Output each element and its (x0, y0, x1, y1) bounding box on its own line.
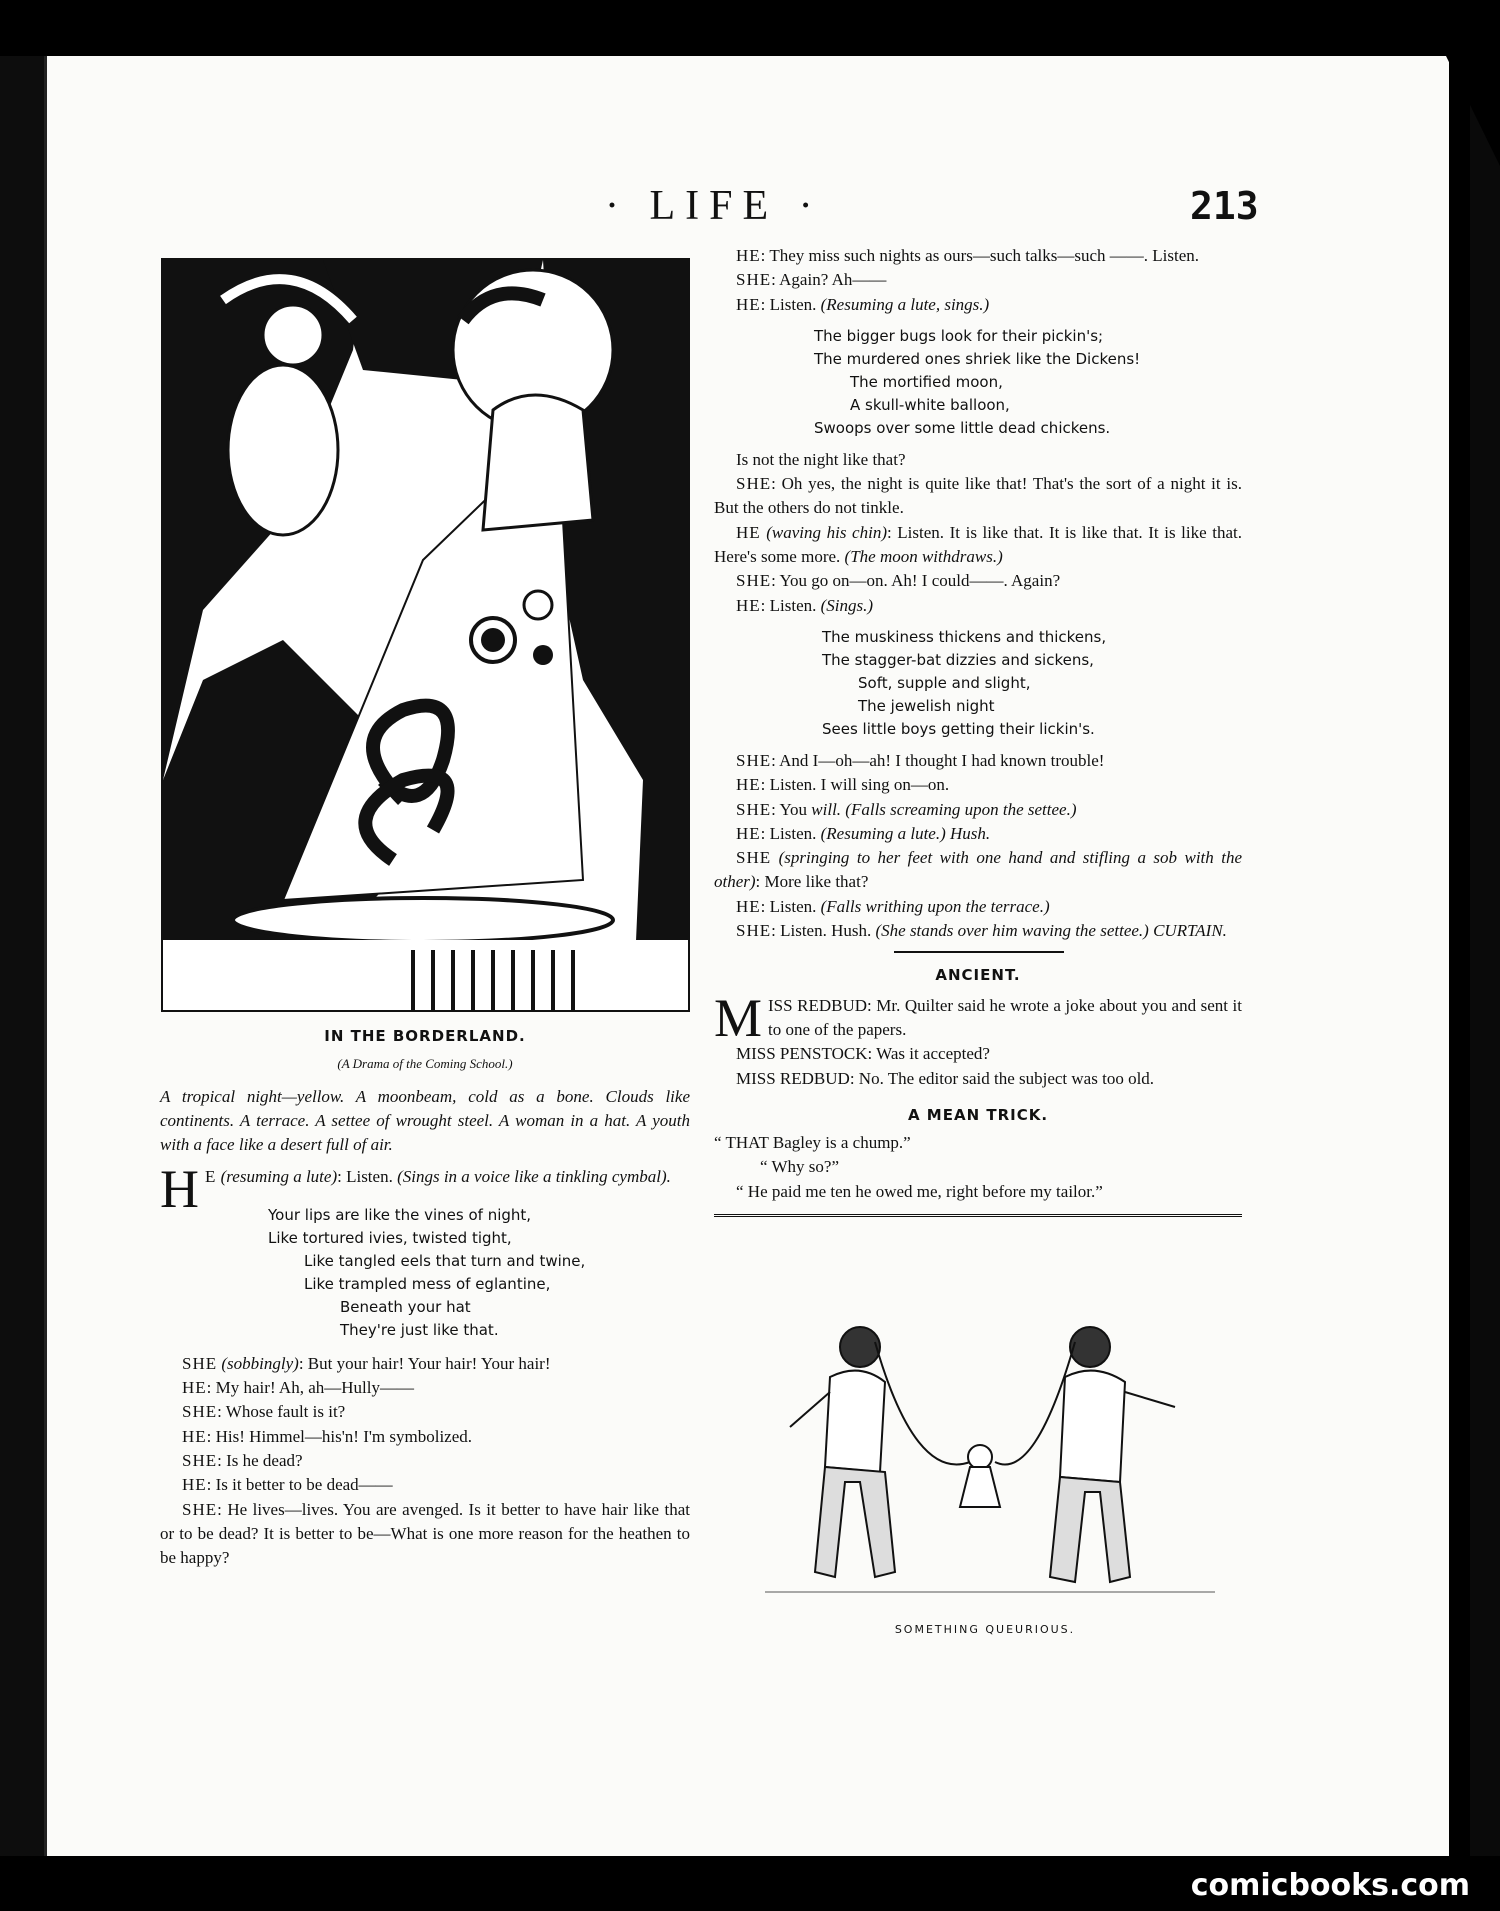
speaker: SHE (736, 474, 772, 494)
right-edge-shadow (1470, 56, 1500, 1856)
verse-line: Your lips are like the vines of night, (268, 1205, 532, 1224)
left-column (160, 1024, 690, 1570)
cartoon-art (735, 1322, 1235, 1612)
stage-direction: will. (Falls screaming upon the settee.) (811, 799, 1077, 819)
speaker: SHE (182, 1450, 218, 1470)
dialogue-line (714, 521, 1242, 570)
dialogue-line (714, 293, 1242, 317)
drop-cap-h: H (160, 1159, 199, 1220)
line-text: : You go on—on. Ah! I could——. Again? (771, 571, 1061, 591)
dialogue-line (714, 244, 1242, 268)
line-text: : Whose fault is it? (217, 1402, 346, 1422)
speaker: HE (736, 294, 761, 314)
line-text: : Listen. (760, 896, 821, 916)
speaker: SHE (736, 571, 772, 591)
stage-direction: (The moon withdraws.) (844, 547, 1003, 567)
cartoon-illustration (735, 1322, 1235, 1636)
dialogue-line (714, 798, 1242, 822)
verse-block (268, 1204, 690, 1342)
ancient-paragraph (714, 987, 1242, 1048)
speaker: HE (736, 775, 761, 795)
line-text: : His! Himmel—his'n! I'm symbolized. (206, 1426, 473, 1446)
verse-line: The mortified moon, (850, 372, 1003, 391)
dialogue-line (714, 919, 1242, 943)
dialogue-line (714, 822, 1242, 846)
intro-text: A tropical night—yellow. A moonbeam, cold as a bone. Clouds like continents. A terrace. A settee of wrought steel. A woman in a hat. A youth with a face like a desert full of air. (160, 1086, 690, 1155)
page-spine-shadow (0, 56, 44, 1856)
verse-block (814, 325, 1242, 440)
speaker: HE (736, 823, 761, 843)
speaker: SHE (736, 750, 772, 770)
dialogue-block (160, 1352, 690, 1571)
line-text: : He lives—lives. You are avenged. Is it better to have hair like that or to be dead? It is better to be—What is one more reason for the heathen to be happy? (160, 1499, 690, 1568)
line-text: : Again? Ah—— (771, 270, 887, 290)
speaker: E (205, 1167, 217, 1187)
stage-direction: (She stands over him waving the settee.) CURTAIN. (875, 921, 1227, 941)
line-text: : Oh yes, the night is quite like that! That's the sort of a night it is. But the others do not tinkle. (714, 474, 1242, 518)
line-text: : And I—oh—ah! I thought I had known trouble! (771, 750, 1105, 770)
dialogue-line (160, 1425, 690, 1449)
dialogue-line (714, 594, 1242, 618)
stage-direction: (resuming a lute) (220, 1167, 338, 1187)
stage-direction: (waving his chin) (766, 522, 887, 542)
dialogue-line (160, 1473, 690, 1497)
speaker: HE (182, 1426, 207, 1446)
dialogue-line (714, 846, 1242, 895)
line-text: : But your hair! Your hair! Your hair! (298, 1353, 551, 1373)
line-text: : Listen. (760, 294, 821, 314)
stage-direction: (Sings.) (820, 595, 874, 615)
verse-line: The muskiness thickens and thickens, (822, 627, 1107, 646)
speaker: SHE (736, 270, 772, 290)
speaker: SHE (182, 1353, 218, 1373)
verse-line: Soft, supple and slight, (858, 673, 1031, 692)
mean-line: “ THAT Bagley is a chump.” (714, 1133, 911, 1153)
story-subtitle: (A Drama of the Coming School.) (337, 1056, 513, 1072)
verse-line: A skull-white balloon, (850, 395, 1010, 414)
stage-direction: (sobbingly) (221, 1353, 299, 1373)
dialogue-line (714, 472, 1242, 521)
dialogue-line (160, 1449, 690, 1473)
dialogue-line (160, 1376, 690, 1400)
dialogue-line (714, 749, 1242, 773)
section-divider (714, 1214, 1242, 1217)
line-text: : My hair! Ah, ah—Hully—— (206, 1378, 414, 1398)
line-text: : More like that? (755, 872, 869, 892)
ancient-line: ISS REDBUD: Mr. Quilter said he wrote a joke about you and sent it to one of the papers. (768, 995, 1242, 1039)
cartoon-caption: SOMETHING QUEURIOUS. (894, 1623, 1076, 1636)
line-text: : Listen. I will sing on—on. (760, 775, 950, 795)
drop-cap-m: M (714, 987, 763, 1048)
verse-line: Swoops over some little dead chickens. (814, 418, 1111, 437)
story-title: IN THE BORDERLAND. (324, 1027, 526, 1045)
verse-line: Like tangled eels that turn and twine, (304, 1251, 586, 1270)
verse-line: Like trampled mess of eglantine, (304, 1274, 551, 1293)
line-text: : They miss such nights as ours—such talks—such ——. Listen. (760, 246, 1200, 265)
stage-direction: (Sings in a voice like a tinkling cymbal). (397, 1167, 671, 1187)
verse-line: The stagger-bat dizzies and sickens, (822, 650, 1094, 669)
masthead: · LIFE · (605, 183, 823, 229)
mean-trick-title: A MEAN TRICK. (907, 1105, 1049, 1124)
dialogue-line: Is not the night like that? (736, 449, 906, 469)
line-text: : Listen. (760, 823, 821, 843)
stage-direction: (Resuming a lute, sings.) (820, 294, 990, 314)
speaker: SHE (736, 848, 772, 868)
verse-line: The bigger bugs look for their pickin's; (814, 326, 1104, 345)
illustration-art (163, 260, 688, 1010)
speaker: SHE (182, 1499, 218, 1519)
speaker: HE (736, 246, 761, 265)
page-number: 213 (1190, 184, 1259, 228)
dialogue-line (160, 1498, 690, 1571)
line-text: : Listen. (337, 1167, 393, 1187)
intro-paragraph (160, 1085, 690, 1158)
mean-line: “ Why so?” (760, 1157, 839, 1177)
line-text: : You (771, 799, 812, 819)
dialogue-line (714, 569, 1242, 593)
ancient-line: MISS PENSTOCK: Was it accepted? (736, 1044, 990, 1064)
dialogue-line (160, 1400, 690, 1424)
stage-direction: (Falls writhing upon the terrace.) (820, 896, 1050, 916)
speaker: HE (736, 595, 761, 615)
borderland-illustration (161, 258, 690, 1012)
stage-direction: (Resuming a lute.) Hush. (820, 823, 991, 843)
verse-line: The jewelish night (858, 696, 995, 715)
mean-line: “ He paid me ten he owed me, right before my tailor.” (736, 1181, 1103, 1201)
speaker: SHE (736, 921, 772, 941)
ancient-title: ANCIENT. (935, 966, 1021, 985)
watermark: comicbooks.com (1190, 1868, 1470, 1903)
line-text: : Listen. (760, 595, 821, 615)
speaker: HE (736, 522, 761, 542)
speaker: HE (736, 896, 761, 916)
dialogue-line (714, 268, 1242, 292)
dialogue-line (714, 773, 1242, 797)
speaker: HE (182, 1378, 207, 1398)
section-divider (894, 951, 1064, 953)
verse-line: Beneath your hat (340, 1297, 471, 1316)
verse-line: They're just like that. (340, 1320, 499, 1339)
line-text: : Is he dead? (217, 1450, 303, 1470)
speaker: SHE (182, 1402, 218, 1422)
speaker: SHE (736, 799, 772, 819)
ancient-line: MISS REDBUD: No. The editor said the subject was too old. (736, 1068, 1155, 1088)
dialogue-line (160, 1352, 690, 1376)
verse-block (822, 626, 1242, 741)
line-text: : Is it better to be dead—— (206, 1475, 393, 1495)
right-column (714, 244, 1242, 1217)
dialogue-line (714, 895, 1242, 919)
verse-line: The murdered ones shriek like the Dickens! (814, 349, 1141, 368)
stage-direction: (springing to her feet with one hand and stifling a sob with the other) (714, 848, 1242, 892)
line-text: : Listen. Hush. (771, 921, 876, 941)
speaker: HE (182, 1475, 207, 1495)
line-text: : Listen. It is like that. It is like that. It is like that. Here's some more. (714, 522, 1242, 567)
verse-line: Sees little boys getting their lickin's. (822, 719, 1095, 738)
verse-line: Like tortured ivies, twisted tight, (268, 1228, 512, 1247)
